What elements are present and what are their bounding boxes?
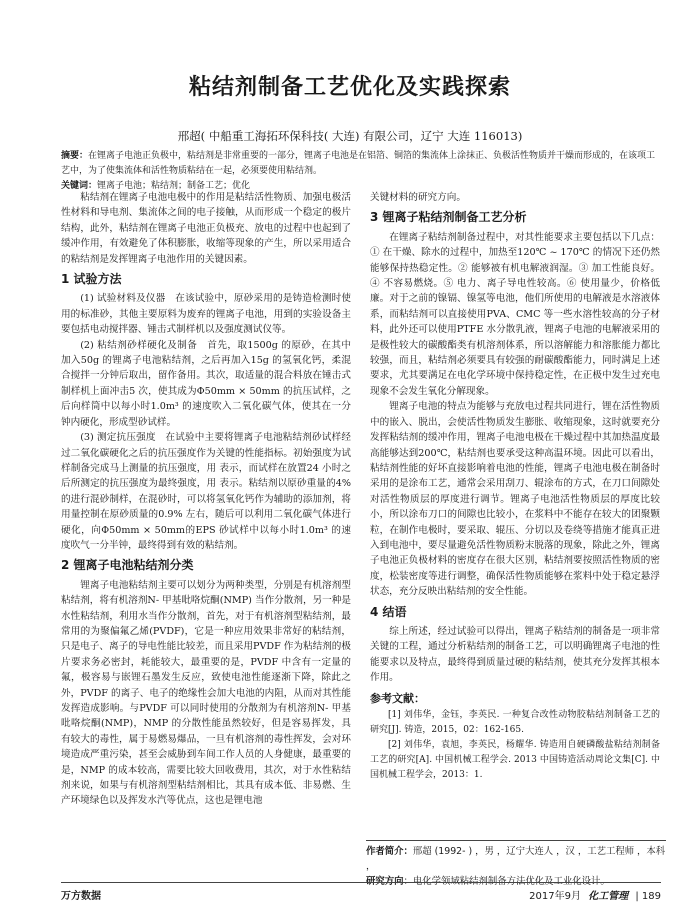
abstract-text: 在锂离子电池正负极中，粘结剂是非常重要的一部分，锂离子电池是在铝箔、铜箔的集流体上涂抹正、负极活性物质并干燥而形成的，在该项工艺中，为了使集流体和活性物质粘结在一起，必须要使用粘结剂。 xyxy=(61,151,656,176)
section-1-heading: 1 试验方法 xyxy=(61,272,122,287)
keywords-label: 关键词： xyxy=(61,181,98,191)
section-3-paragraph-2: 锂离子电池的特点为能够与充放电过程共同进行，锂在活性物质中的嵌入、脱出，会使活性物质发生膨胀、收缩现象，这时就要充分发挥粘结剂的缓冲作用，锂离子电池电极在干燥过程中其加热温度最高能够达到200℃，粘结剂也要承受这种高温环境。因此可以看出，粘结剂性能的好坏直接影响着电池的性能，锂离子电池电极在制备时采用的是涂布工艺，通常会采用刮刀、辊涂布的方式，在刀口间隙处对活性物质层的厚度进行调节。锂离子电池活性物质层的厚度比较小，所以涂布刀口的间隙也比较小，在浆料中不能存在较大的团聚颗粒，在制作电极时，要采取、辊压、分切以及卷绕等措施才能真正进入到电池中，要尽量避免活性物质粉末脱落的现象，除此之外，锂离子电池正负极材料的密度存在很大区别，粘结剂要按照活性物质的密度，松装密度等进行调整，确保活性物质能够在浆料中处于稳定悬浮状态，充分反映出粘结剂的安全性能。 xyxy=(370,401,660,598)
footer-date: 2017年9月 xyxy=(529,891,581,902)
keywords-text: 锂离子电池；粘结剂；制备工艺；优化 xyxy=(97,181,251,191)
reference-item: [1] 刘伟华，金钰，李英民. 一种复合改性动物胶粘结剂制备工艺的研究[J]. 铸造，2015，02：162-165. xyxy=(370,710,660,735)
footer-separator: | xyxy=(635,891,639,902)
right-column xyxy=(370,190,660,783)
author-affiliation: 邢超( 中船重工海拓环保科技( 大连) 有限公司，辽宁 大连 116013) xyxy=(177,129,523,143)
section-3-heading: 3 锂离子粘结剂制备工艺分析 xyxy=(370,210,527,225)
section-1-paragraph-3: (3) 测定抗压强度 在试验中主要将锂离子电池粘结剂砂试样经过二氧化碳硬化之后的抗压强度作为关键的性能指标。初始强度为试样制备完成马上测量的抗压强度，用 表示，而试样在放置24 小时之后所测定的抗压强度为最终强度，用 表示。粘结剂以原砂重量的4% 的进行混砂制样，在混砂时，可以将氢氧化钙作为辅助的添加剂，将用量控制在原砂质量的0.9% 左右，随后可以利用二氧化碳气体进行硬化，向Φ50mm × 50mm的EPS 砂试样中以每小时1.0m³ 的速度吹气一分半钟，最终得到有效的粘结剂。 xyxy=(61,432,351,551)
page-footer xyxy=(61,887,661,905)
journal-name: 化工管理 xyxy=(588,891,629,902)
research-label: 研究方向 xyxy=(366,876,404,887)
carryover-text: 关键材料的研究方向。 xyxy=(370,192,466,203)
section-4-heading: 4 结语 xyxy=(370,604,407,619)
section-3-paragraph-1: 在锂离子粘结剂制备过程中，对其性能要求主要包括以下几点：① 在干燥、除水的过程中，加热至120℃ ~ 170℃ 的情况下还仍然能够保持热稳定性。② 能够被有机电解液润湿。③ 加工性能良好。④ 不容易燃烧。⑤ 电力、离子导电性较高。⑥ 使用量少，价格低廉。对于之前的镍镉、镍氢等电池，他们所使用的电解液是水溶液体系，而粘结剂可以直接使用PVA、CMC 等一些水溶性较高的分子材料，此外还可以使用PTFE 水分散乳液，锂离子电池的电解液采用的是极性较大的碳酸酯类有机溶剂体系，所以溶解能力和溶胀能力都比较强，而且，粘结剂必须要具有较强的耐碳酸酯能力，同时满足上述要求，尤其要满足在电化学环境中保持稳定性，在正极中发生过充电现象不会发生氧化分解现象。 xyxy=(370,231,660,397)
abstract xyxy=(61,149,661,179)
section-1-paragraph-1: (1) 试验材料及仪器 在该试验中，原砂采用的是铸造检测时使用的标准砂，其他主要原料为废弃的锂离子电池，用到的实验设备主要包括电动搅拌器、锤击式制样机以及强度测试仪等。 xyxy=(61,293,351,336)
bio-text: 邢超 (1992- ) ，男 ，辽宁大连人 ，汉 ，工艺工程师 ，本科 ， xyxy=(366,846,666,872)
page-number: 189 xyxy=(641,891,661,902)
section-2-heading: 2 锂离子电池粘结剂分类 xyxy=(61,558,194,573)
abstract-label: 摘要： xyxy=(61,151,89,161)
bio-label: 作者简介： xyxy=(366,846,413,857)
reference-item: [2] 刘伟华，袁旭，李英民，杨耀华. 铸造用自硬磷酸盐粘结剂制备工艺的研究[A]. 中国机械工程学会. 2013 中国铸造活动周论文集[C]. 中国机械工程学会，2013：1. xyxy=(370,740,660,780)
research-text: ：电化学领域粘结剂制备方法优化及工业化设计。 xyxy=(403,876,610,887)
section-2-paragraph-1: 锂离子电池粘结剂主要可以划分为两种类型，分别是有机溶剂型粘结剂，将有机溶剂N- 甲基吡咯烷酮(NMP) 当作分散剂，另一种是水性粘结剂，利用水当作分散剂，首先，对于有机溶剂型粘结剂，最常用的为聚偏氟乙烯(PVDF)，它是一种应用效果非常好的粘结剂，只是电子、离子的导电性能比较差，而且采用PVDF 作为粘结剂的极片要求务必密封，耗能较大，最重要的是，PVDF 中含有一定量的氟，极容易与嵌锂石墨发生反应，致使电池性能逐渐下降，除此之外，PVDF 的离子、电子的绝缘性会加大电池的内阻，从而对其性能发挥造成影响。与PVDF 可以同时使用的分散剂为有机溶剂N- 甲基吡咯烷酮(NMP)，NMP 的分散性能虽然较好，但是容易挥发，具有较大的毒性，属于易燃易爆品，一旦有机溶剂的毒性挥发，会对环境造成严重污染，甚至会威胁到车间工作人员的人身健康，最重要的是，NMP 的成本较高，需要比较大回收费用，其次，对于水性粘结剂来说，如果与有机溶剂型粘结剂相比，其具有成本低、非易燃、生产环境绿色以及挥发水汽等优点，这也是锂电池 xyxy=(61,579,351,807)
footer-watermark: 万方数据 xyxy=(61,891,101,902)
references-heading: 参考文献： xyxy=(370,691,425,705)
footer-divider xyxy=(61,882,661,883)
bio-divider xyxy=(366,840,666,841)
footer-issue xyxy=(529,887,661,902)
left-column xyxy=(61,190,351,809)
section-4-paragraph-1: 综上所述，经过试验可以得出，锂离子粘结剂的制备是一项非常关键的工程，通过分析粘结剂的制备工艺，可以明确锂离子电池的性能要求以及特点，最终得到质量过硬的粘结剂，使其充分发挥其根本作用。 xyxy=(370,625,660,684)
section-1-paragraph-2: (2) 粘结剂砂样硬化及制备 首先，取1500g 的原砂，在其中加入50g 的锂离子电池粘结剂，之后再加入15g 的氢氧化钙，柔混合搅拌一分钟后取出，留作备用。其次，取适量的混合料放在锤击式制样机上面冲击5 次，使其成为Φ50mm × 50mm 的抗压试样，之后向样筒中以每小时1.0m³ 的速度吹入二氧化碳气体，使其在一分钟内硬化，形成型砂试样。 xyxy=(61,339,351,428)
article-title: 粘结剂制备工艺优化及实践探索 xyxy=(188,75,511,100)
intro-paragraph: 粘结剂在锂离子电池电极中的作用是粘结活性物质、加强电极活性材料和导电剂、集流体之间的电子接触，从而形成一个稳定的极片结构，此外，粘结剂在锂离子电池正负极充、放电的过程中也起到了缓冲作用，有效避免了体积膨胀，收缩等现象的产生，所以采用适合的粘结剂是发挥锂离子电池作用的关键因素。 xyxy=(61,192,351,265)
